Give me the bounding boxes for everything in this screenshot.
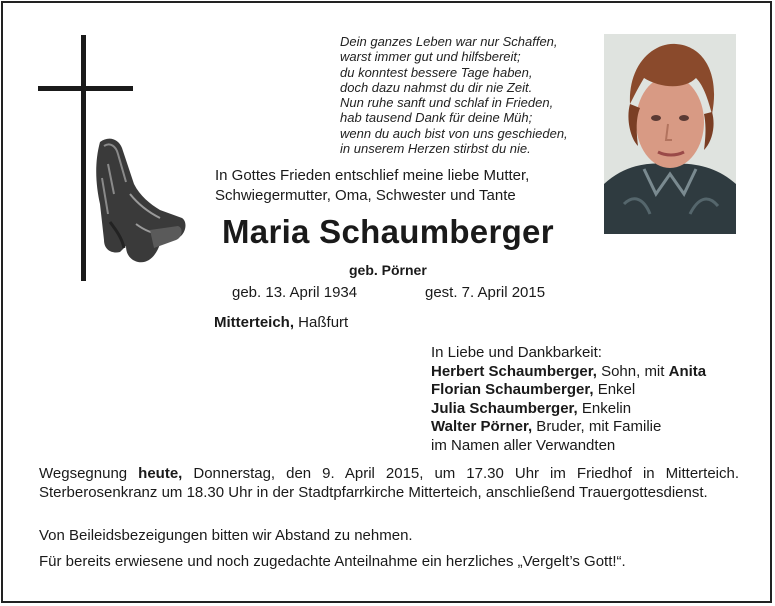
mourner-relation: Sohn, mit bbox=[596, 362, 669, 380]
mourner-partner: Anita bbox=[668, 362, 707, 380]
mourner-relation: Enkelin bbox=[577, 399, 632, 417]
mourner-entry bbox=[431, 400, 706, 419]
birth-name: geb. Pörner bbox=[349, 262, 427, 278]
birth-date: geb. 13. April 1934 bbox=[232, 284, 358, 301]
notice-today: heute, bbox=[138, 465, 183, 482]
place-secondary: Haßfurt bbox=[294, 314, 349, 331]
condolences-note: Von Beileidsbezeigungen bitten wir Abstand zu nehmen. bbox=[39, 527, 413, 544]
deceased-name: Maria Schaumberger bbox=[222, 213, 554, 250]
memorial-poem bbox=[340, 34, 590, 156]
poem-line: warst immer gut und hilfsbereit; bbox=[340, 49, 521, 65]
mourner-entry bbox=[431, 418, 706, 437]
mourner-name: Julia Schaumberger, bbox=[431, 399, 578, 417]
place-of-residence bbox=[214, 314, 348, 331]
death-announcement-intro bbox=[215, 166, 529, 205]
poem-line: in unserem Herzen stirbst du nie. bbox=[340, 141, 531, 157]
mourners-list bbox=[431, 344, 706, 455]
mourner-entry bbox=[431, 381, 706, 400]
mourner-name: Walter Pörner, bbox=[431, 418, 533, 435]
poem-line: Nun ruhe sanft und schlaf in Frieden, bbox=[340, 95, 554, 111]
mourner-relation: Enkel bbox=[593, 381, 636, 398]
notice-pre: Wegsegnung bbox=[39, 465, 139, 482]
death-date: gest. 7. April 2015 bbox=[425, 284, 546, 301]
thanks-note: Für bereits erwiesene und noch zugedachte Anteilnahme ein herzliches „Vergelt’s Gott!“. bbox=[39, 553, 626, 570]
portrait-photo bbox=[604, 34, 736, 234]
poem-line: wenn du auch bist von uns geschieden, bbox=[340, 125, 568, 141]
intro-line: Schwiegermutter, Oma, Schwester und Tante bbox=[215, 186, 516, 204]
cross-vertical-bar bbox=[81, 35, 86, 281]
notice-details: Donnerstag, den 9. April 2015, um 17.30 Uhr im Friedhof in Mitterteich. Sterberosenkranz um 18.30 Uhr in der Stadtpfarrkirche Mitterteich, anschließend Trauergottesdienst. bbox=[39, 465, 740, 501]
intro-line: In Gottes Frieden entschlief meine liebe Mutter, bbox=[215, 167, 530, 184]
place-primary: Mitterteich, bbox=[214, 314, 295, 331]
mourner-entry bbox=[431, 363, 706, 382]
mourner-name: Herbert Schaumberger, bbox=[431, 362, 597, 380]
poem-line: du konntest bessere Tage haben, bbox=[340, 64, 533, 80]
mourners-heading: In Liebe und Dankbarkeit: bbox=[431, 344, 602, 361]
mourner-name: Florian Schaumberger, bbox=[431, 381, 594, 398]
poem-line: doch dazu nahmst du dir nie Zeit. bbox=[340, 79, 533, 95]
mourner-relation: Bruder, mit Familie bbox=[532, 418, 662, 435]
poem-line: hab tausend Dank für deine Müh; bbox=[340, 110, 533, 126]
service-notice bbox=[39, 465, 739, 502]
poem-line: Dein ganzes Leben war nur Schaffen, bbox=[340, 34, 558, 49]
mourners-footer: im Namen aller Verwandten bbox=[431, 436, 616, 454]
cross-horizontal-bar bbox=[38, 86, 133, 91]
praying-hands-icon bbox=[90, 134, 190, 268]
